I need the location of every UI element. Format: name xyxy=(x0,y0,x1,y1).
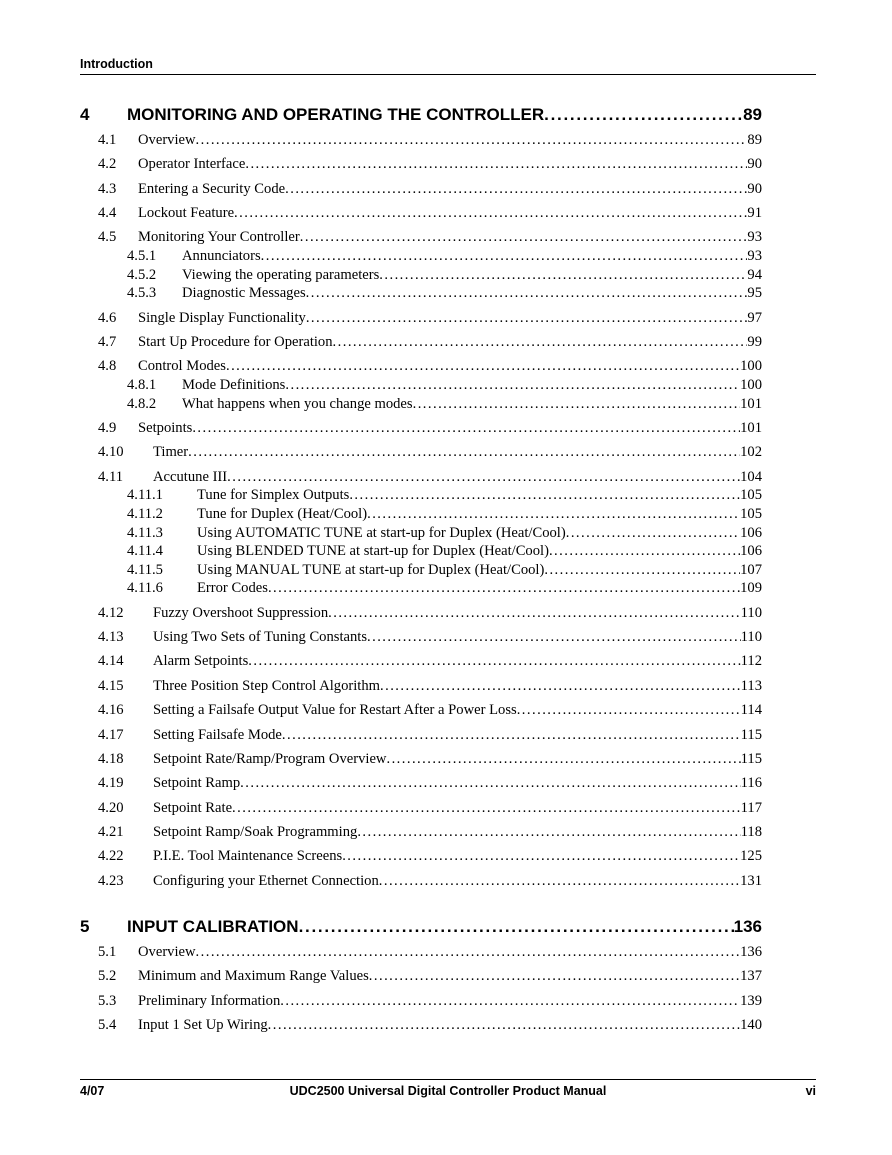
entry-title: Using AUTOMATIC TUNE at start-up for Duplex (Heat/Cool) xyxy=(197,525,566,541)
entry-title: Using BLENDED TUNE at start-up for Duplex (Heat/Cool) xyxy=(197,543,549,559)
toc-entry-4-17[interactable] xyxy=(98,727,762,747)
entry-page: 97 xyxy=(747,310,762,326)
entry-number: 4.13 xyxy=(98,629,124,645)
entry-page: 117 xyxy=(740,800,762,816)
entry-number: 4.11.6 xyxy=(127,580,163,596)
toc-entry-4-5-3[interactable] xyxy=(127,285,762,304)
entry-title: Setpoint Rate/Ramp/Program Overview xyxy=(153,751,387,767)
toc-entry-4-9[interactable] xyxy=(98,420,762,440)
dot-leader xyxy=(328,605,741,622)
entry-number: 4.18 xyxy=(98,751,124,767)
entry-number: 4.12 xyxy=(98,605,124,621)
toc-entry-4-11-1[interactable] xyxy=(127,487,762,506)
entry-page: 112 xyxy=(740,653,762,669)
entry-number: 4.5.3 xyxy=(127,285,157,301)
toc-entry-5-1[interactable] xyxy=(98,944,762,964)
entry-number: 4 xyxy=(80,105,90,124)
entry-title: Setting a Failsafe Output Value for Restart After a Power Loss xyxy=(153,702,517,718)
entry-page: 99 xyxy=(747,334,762,350)
dot-leader xyxy=(349,487,740,504)
dot-leader xyxy=(517,702,741,719)
toc-entry-4-6[interactable] xyxy=(98,310,762,330)
entry-title: Using MANUAL TUNE at start-up for Duplex (Heat/Cool) xyxy=(197,562,545,578)
dot-leader xyxy=(544,105,743,125)
toc-entry-4-5[interactable] xyxy=(98,229,762,249)
dot-leader xyxy=(282,727,741,744)
page-header: Introduction xyxy=(80,57,153,71)
entry-title: Entering a Security Code xyxy=(138,181,286,197)
dot-leader xyxy=(234,205,747,222)
entry-title: Three Position Step Control Algorithm xyxy=(153,678,381,694)
dot-leader xyxy=(285,377,740,394)
toc-entry-4-19[interactable] xyxy=(98,775,762,795)
entry-number: 4.7 xyxy=(98,334,117,350)
entry-number: 4.11.5 xyxy=(127,562,163,578)
dot-leader xyxy=(306,285,748,302)
dot-leader xyxy=(268,580,740,597)
entry-title: Viewing the operating parameters xyxy=(182,267,380,283)
entry-title: Operator Interface xyxy=(138,156,246,172)
dot-leader xyxy=(285,181,747,198)
toc-entry-4-5-1[interactable] xyxy=(127,248,762,267)
entry-page: 94 xyxy=(747,267,762,283)
dot-leader xyxy=(299,917,734,937)
toc-entry-4-21[interactable] xyxy=(98,824,762,844)
dot-leader xyxy=(333,334,748,351)
entry-title: P.I.E. Tool Maintenance Screens xyxy=(153,848,343,864)
entry-page: 107 xyxy=(740,562,762,578)
dot-leader xyxy=(544,562,740,579)
toc-entry-4-2[interactable] xyxy=(98,156,762,176)
dot-leader xyxy=(196,132,748,149)
entry-title: Mode Definitions xyxy=(182,377,286,393)
dot-leader xyxy=(386,751,740,768)
entry-number: 4.23 xyxy=(98,873,124,889)
toc-entry-4-11-2[interactable] xyxy=(127,506,762,525)
toc-entry-4-8-2[interactable] xyxy=(127,396,762,415)
entry-title: INPUT CALIBRATION xyxy=(127,917,299,936)
entry-number: 4.5.2 xyxy=(127,267,157,283)
entry-number: 4.5 xyxy=(98,229,117,245)
entry-number: 5.4 xyxy=(98,1017,117,1033)
entry-page: 109 xyxy=(740,580,762,596)
entry-number: 4.8 xyxy=(98,358,117,374)
entry-title: Setpoints xyxy=(138,420,193,436)
toc-entry-4-10[interactable] xyxy=(98,444,762,464)
entry-title: Minimum and Maximum Range Values xyxy=(138,968,369,984)
entry-number: 4.5.1 xyxy=(127,248,157,264)
footer-page-number: vi xyxy=(805,1084,816,1098)
toc-entry-4-4[interactable] xyxy=(98,205,762,225)
dot-leader xyxy=(268,1017,740,1034)
dot-leader xyxy=(367,506,740,523)
entry-number: 4.21 xyxy=(98,824,124,840)
entry-title: Annunciators xyxy=(182,248,261,264)
dot-leader xyxy=(380,678,741,695)
toc-entry-4-16[interactable] xyxy=(98,702,762,722)
toc-entry-4-12[interactable] xyxy=(98,605,762,625)
entry-page: 89 xyxy=(747,132,762,148)
dot-leader xyxy=(413,396,741,413)
entry-page: 106 xyxy=(740,525,762,541)
dot-leader xyxy=(300,229,748,246)
entry-number: 4.8.2 xyxy=(127,396,157,412)
entry-title: Control Modes xyxy=(138,358,226,374)
toc-entry-4-5-2[interactable] xyxy=(127,267,762,286)
dot-leader xyxy=(549,543,740,560)
entry-number: 4.8.1 xyxy=(127,377,157,393)
toc-entry-4-15[interactable] xyxy=(98,678,762,698)
entry-title: Tune for Simplex Outputs xyxy=(197,487,350,503)
entry-number: 4.16 xyxy=(98,702,124,718)
entry-number: 4.9 xyxy=(98,420,117,436)
entry-number: 5.3 xyxy=(98,993,117,1009)
entry-page: 95 xyxy=(747,285,762,301)
entry-title: Preliminary Information xyxy=(138,993,281,1009)
entry-title: Single Display Functionality xyxy=(138,310,306,326)
dot-leader xyxy=(196,944,741,961)
entry-number: 4.20 xyxy=(98,800,124,816)
entry-title: Error Codes xyxy=(197,580,268,596)
toc-entry-4-1[interactable] xyxy=(98,132,762,152)
dot-leader xyxy=(379,873,740,890)
entry-page: 113 xyxy=(740,678,762,694)
entry-number: 5.1 xyxy=(98,944,117,960)
entry-page: 90 xyxy=(747,181,762,197)
entry-number: 4.14 xyxy=(98,653,124,669)
entry-page: 110 xyxy=(740,629,762,645)
dot-leader xyxy=(240,775,740,792)
entry-number: 4.2 xyxy=(98,156,117,172)
footer-date: 4/07 xyxy=(80,1084,105,1098)
dot-leader xyxy=(369,968,740,985)
toc-entry-4-11-3[interactable] xyxy=(127,525,762,544)
entry-title: Monitoring Your Controller xyxy=(138,229,300,245)
toc-entry-4-8[interactable] xyxy=(98,358,762,378)
entry-page: 104 xyxy=(740,469,762,485)
entry-title: Setpoint Rate xyxy=(153,800,233,816)
toc-chapter-4[interactable] xyxy=(80,105,762,129)
entry-number: 4.11.3 xyxy=(127,525,163,541)
entry-number: 4.22 xyxy=(98,848,124,864)
entry-number: 4.11.4 xyxy=(127,543,163,559)
entry-number: 4.4 xyxy=(98,205,117,221)
entry-page: 140 xyxy=(740,1017,762,1033)
toc-entry-4-3[interactable] xyxy=(98,181,762,201)
entry-page: 100 xyxy=(740,377,762,393)
entry-number: 5.2 xyxy=(98,968,117,984)
entry-number: 4.6 xyxy=(98,310,117,326)
footer-manual-title: UDC2500 Universal Digital Controller Product Manual xyxy=(289,1084,607,1098)
entry-page: 101 xyxy=(740,420,762,436)
entry-number: 4.15 xyxy=(98,678,124,694)
entry-number: 4.17 xyxy=(98,727,124,743)
toc-entry-4-20[interactable] xyxy=(98,800,762,820)
entry-page: 106 xyxy=(740,543,762,559)
entry-title: Using Two Sets of Tuning Constants xyxy=(153,629,368,645)
entry-page: 139 xyxy=(740,993,762,1009)
entry-page: 105 xyxy=(740,506,762,522)
toc-chapter-5[interactable] xyxy=(80,917,762,941)
entry-page: 91 xyxy=(747,205,762,221)
toc-entry-4-7[interactable] xyxy=(98,334,762,354)
toc-entry-4-18[interactable] xyxy=(98,751,762,771)
entry-title: Tune for Duplex (Heat/Cool) xyxy=(197,506,368,522)
entry-page: 101 xyxy=(740,396,762,412)
entry-page: 110 xyxy=(740,605,762,621)
dot-leader xyxy=(280,993,740,1010)
entry-title: Lockout Feature xyxy=(138,205,235,221)
entry-title: Diagnostic Messages xyxy=(182,285,306,301)
toc-entry-4-8-1[interactable] xyxy=(127,377,762,396)
entry-page: 118 xyxy=(740,824,762,840)
entry-title: Fuzzy Overshoot Suppression xyxy=(153,605,329,621)
dot-leader xyxy=(566,525,740,542)
entry-number: 4.11.1 xyxy=(127,487,163,503)
entry-number: 4.10 xyxy=(98,444,124,460)
entry-page: 115 xyxy=(740,751,762,767)
toc-entry-4-11-5[interactable] xyxy=(127,562,762,581)
dot-leader xyxy=(248,653,740,670)
entry-title: Setpoint Ramp xyxy=(153,775,241,791)
toc-entry-5-4[interactable] xyxy=(98,1017,762,1037)
dot-leader xyxy=(188,444,740,461)
entry-page: 116 xyxy=(740,775,762,791)
entry-page: 93 xyxy=(747,229,762,245)
dot-leader xyxy=(379,267,747,284)
entry-page: 115 xyxy=(740,727,762,743)
entry-number: 5 xyxy=(80,917,90,936)
entry-page: 89 xyxy=(743,105,762,124)
entry-title: Input 1 Set Up Wiring xyxy=(138,1017,268,1033)
entry-number: 4.3 xyxy=(98,181,117,197)
toc-entry-4-11-4[interactable] xyxy=(127,543,762,562)
entry-title: Overview xyxy=(138,132,196,148)
entry-title: Configuring your Ethernet Connection xyxy=(153,873,379,889)
entry-title: What happens when you change modes xyxy=(182,396,413,412)
dot-leader xyxy=(245,156,747,173)
dot-leader xyxy=(192,420,740,437)
toc-entry-4-11-6[interactable] xyxy=(127,580,762,599)
toc-entry-4-11[interactable] xyxy=(98,469,762,489)
toc-entry-4-14[interactable] xyxy=(98,653,762,673)
toc-entry-5-3[interactable] xyxy=(98,993,762,1013)
entry-page: 131 xyxy=(740,873,762,889)
entry-title: Timer xyxy=(153,444,189,460)
entry-page: 105 xyxy=(740,487,762,503)
dot-leader xyxy=(342,848,740,865)
entry-page: 114 xyxy=(740,702,762,718)
entry-page: 102 xyxy=(740,444,762,460)
entry-page: 125 xyxy=(740,848,762,864)
toc-entry-4-23[interactable] xyxy=(98,873,762,893)
toc-entry-4-13[interactable] xyxy=(98,629,762,649)
entry-title: Alarm Setpoints xyxy=(153,653,249,669)
dot-leader xyxy=(226,358,740,375)
entry-page: 90 xyxy=(747,156,762,172)
toc-entry-5-2[interactable] xyxy=(98,968,762,988)
dot-leader xyxy=(232,800,741,817)
entry-title: Setting Failsafe Mode xyxy=(153,727,282,743)
entry-page: 93 xyxy=(747,248,762,264)
entry-number: 4.11.2 xyxy=(127,506,163,522)
dot-leader xyxy=(306,310,748,327)
entry-page: 137 xyxy=(740,968,762,984)
entry-number: 4.11 xyxy=(98,469,123,485)
entry-title: Start Up Procedure for Operation xyxy=(138,334,333,350)
dot-leader xyxy=(367,629,741,646)
entry-page: 136 xyxy=(740,944,762,960)
entry-number: 4.1 xyxy=(98,132,117,148)
toc-entry-4-22[interactable] xyxy=(98,848,762,868)
entry-title: Setpoint Ramp/Soak Programming xyxy=(153,824,358,840)
entry-page: 100 xyxy=(740,358,762,374)
dot-leader xyxy=(227,469,740,486)
entry-title: Overview xyxy=(138,944,196,960)
dot-leader xyxy=(261,248,748,265)
footer-rule xyxy=(80,1079,816,1080)
entry-title: MONITORING AND OPERATING THE CONTROLLER xyxy=(127,105,545,124)
entry-page: 136 xyxy=(733,917,762,936)
entry-number: 4.19 xyxy=(98,775,124,791)
dot-leader xyxy=(357,824,740,841)
entry-title: Accutune III xyxy=(153,469,228,485)
